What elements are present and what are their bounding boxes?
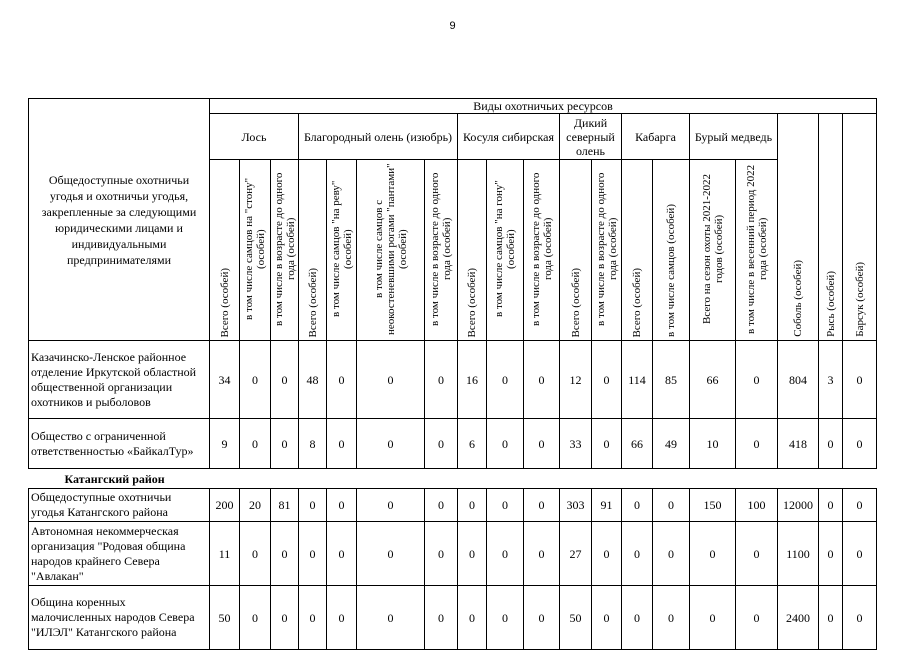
value-cell: 0 (425, 341, 458, 419)
value-cell: 0 (425, 522, 458, 586)
group-header-reindeer: Дикий северный олень (560, 114, 622, 160)
subheader-bear-season: Всего на сезон охоты 2021-2022 годов (особей) (690, 160, 736, 341)
value-cell: 0 (487, 341, 524, 419)
value-cell: 0 (690, 522, 736, 586)
value-cell: 81 (271, 489, 299, 522)
header-rys: Рысь (особей) (819, 114, 843, 341)
value-cell: 0 (524, 419, 560, 469)
value-cell: 11 (210, 522, 240, 586)
value-cell: 3 (819, 341, 843, 419)
group-header-deer: Благородный олень (изюбрь) (299, 114, 458, 160)
value-cell: 0 (653, 489, 690, 522)
subheader-kab-males: в том числе самцов (особей) (653, 160, 690, 341)
value-cell: 0 (458, 489, 487, 522)
value-cell: 150 (690, 489, 736, 522)
subheader-kab-total: Всего (особей) (622, 160, 653, 341)
value-cell: 8 (299, 419, 327, 469)
value-cell: 0 (736, 586, 778, 650)
value-cell: 0 (736, 341, 778, 419)
value-cell: 0 (592, 419, 622, 469)
subheader-los-young: в том числе в возрасте до одного года (особей) (271, 160, 299, 341)
table-row (29, 341, 877, 419)
header-sobol: Соболь (особей) (778, 114, 819, 341)
value-cell: 0 (819, 419, 843, 469)
value-cell: 0 (299, 522, 327, 586)
value-cell: 0 (357, 419, 425, 469)
value-cell: 0 (271, 586, 299, 650)
value-cell: 200 (210, 489, 240, 522)
value-cell: 0 (622, 522, 653, 586)
value-cell: 0 (327, 586, 357, 650)
subheader-los-males: в том числе самцов на "стону" (особей) (240, 160, 271, 341)
org-name-cell: Община коренных малочисленных народов Севера "ИЛЭЛ" Катангского района (29, 586, 210, 650)
subheader-rd-young: в том числе в возрасте до одного года (особей) (592, 160, 622, 341)
value-cell: 0 (271, 419, 299, 469)
value-cell: 0 (487, 522, 524, 586)
value-cell: 0 (299, 489, 327, 522)
value-cell: 0 (487, 489, 524, 522)
subheader-deer-young: в том числе в возрасте до одного года (особей) (425, 160, 458, 341)
value-cell: 0 (240, 586, 271, 650)
value-cell: 100 (736, 489, 778, 522)
value-cell: 0 (843, 419, 877, 469)
org-name-cell: Общедоступные охотничьи угодья Катангского района (29, 489, 210, 522)
value-cell: 0 (690, 586, 736, 650)
value-cell: 0 (843, 586, 877, 650)
value-cell: 50 (560, 586, 592, 650)
value-cell: 418 (778, 419, 819, 469)
table-body-main (29, 341, 877, 469)
org-column-header: Общедоступные охотничьи угодья и охотничьи угодья, закрепленные за следующими юридическими лицами и индивидуальными предпринимателями (29, 99, 210, 341)
value-cell: 804 (778, 341, 819, 419)
value-cell: 0 (653, 586, 690, 650)
value-cell: 303 (560, 489, 592, 522)
value-cell: 0 (843, 522, 877, 586)
value-cell: 0 (240, 522, 271, 586)
value-cell: 0 (622, 586, 653, 650)
org-name-cell: Общество с ограниченной ответственностью «БайкалТур» (29, 419, 210, 469)
value-cell: 12 (560, 341, 592, 419)
table-row (29, 419, 877, 469)
value-cell: 0 (357, 522, 425, 586)
value-cell: 0 (524, 586, 560, 650)
subheader-kos-total: Всего (особей) (458, 160, 487, 341)
value-cell: 27 (560, 522, 592, 586)
value-cell: 0 (819, 522, 843, 586)
value-cell: 0 (592, 341, 622, 419)
resources-header: Виды охотничьих ресурсов (210, 99, 877, 114)
value-cell: 9 (210, 419, 240, 469)
value-cell: 2400 (778, 586, 819, 650)
header-barsuk: Барсук (особей) (843, 114, 877, 341)
page-number: 9 (449, 20, 456, 32)
value-cell: 0 (327, 522, 357, 586)
value-cell: 1100 (778, 522, 819, 586)
value-cell: 0 (487, 419, 524, 469)
value-cell: 0 (592, 522, 622, 586)
value-cell: 0 (271, 522, 299, 586)
value-cell: 0 (592, 586, 622, 650)
subheader-bear-spring: в том числе в весенний период 2022 года (особей) (736, 160, 778, 341)
value-cell: 50 (210, 586, 240, 650)
value-cell: 12000 (778, 489, 819, 522)
value-cell: 0 (819, 586, 843, 650)
value-cell: 0 (843, 341, 877, 419)
subheader-kos-males: в том числе самцов "на гону" (особей) (487, 160, 524, 341)
value-cell: 0 (425, 419, 458, 469)
group-header-kabarga: Кабарга (622, 114, 690, 160)
value-cell: 0 (327, 341, 357, 419)
hunting-resources-table (28, 98, 877, 650)
value-cell: 0 (622, 489, 653, 522)
value-cell: 0 (357, 586, 425, 650)
subheader-los-total: Всего (особей) (210, 160, 240, 341)
group-header-los: Лось (210, 114, 299, 160)
value-cell: 20 (240, 489, 271, 522)
value-cell: 16 (458, 341, 487, 419)
value-cell: 0 (299, 586, 327, 650)
value-cell: 48 (299, 341, 327, 419)
value-cell: 0 (357, 341, 425, 419)
table-row (29, 489, 877, 522)
value-cell: 6 (458, 419, 487, 469)
subheader-deer-total: Всего (особей) (299, 160, 327, 341)
value-cell: 0 (653, 522, 690, 586)
value-cell: 49 (653, 419, 690, 469)
value-cell: 33 (560, 419, 592, 469)
value-cell: 0 (327, 419, 357, 469)
table-row (29, 586, 877, 650)
district-heading: Катангский район (29, 469, 877, 489)
value-cell: 0 (425, 586, 458, 650)
org-name-cell: Автономная некоммерческая организация "Родовая община народов крайнего Севера "Авлакан" (29, 522, 210, 586)
subheader-deer-males: в том числе самцов "на реву" (особей) (327, 160, 357, 341)
group-header-kosulya: Косуля сибирская (458, 114, 560, 160)
value-cell: 0 (240, 419, 271, 469)
value-cell: 85 (653, 341, 690, 419)
table-body-district (29, 489, 877, 650)
table-row (29, 522, 877, 586)
value-cell: 34 (210, 341, 240, 419)
value-cell: 0 (240, 341, 271, 419)
value-cell: 0 (487, 586, 524, 650)
value-cell: 114 (622, 341, 653, 419)
value-cell: 66 (690, 341, 736, 419)
value-cell: 0 (458, 586, 487, 650)
value-cell: 0 (524, 489, 560, 522)
value-cell: 0 (843, 489, 877, 522)
value-cell: 0 (425, 489, 458, 522)
subheader-deer-antlers: в том числе самцов с неокостеневшими рогами "пантами" (особей) (357, 160, 425, 341)
value-cell: 0 (736, 522, 778, 586)
value-cell: 91 (592, 489, 622, 522)
value-cell: 0 (736, 419, 778, 469)
value-cell: 0 (357, 489, 425, 522)
value-cell: 0 (524, 341, 560, 419)
value-cell: 10 (690, 419, 736, 469)
value-cell: 0 (327, 489, 357, 522)
value-cell: 0 (819, 489, 843, 522)
value-cell: 0 (524, 522, 560, 586)
group-header-bear: Бурый медведь (690, 114, 778, 160)
value-cell: 0 (458, 522, 487, 586)
subheader-kos-young: в том числе в возрасте до одного года (особей) (524, 160, 560, 341)
district-section (29, 469, 877, 489)
org-name-cell: Казачинско-Ленское районное отделение Иркутской областной общественной организации охотников и рыболовов (29, 341, 210, 419)
value-cell: 0 (271, 341, 299, 419)
subheader-rd-total: Всего (особей) (560, 160, 592, 341)
value-cell: 66 (622, 419, 653, 469)
